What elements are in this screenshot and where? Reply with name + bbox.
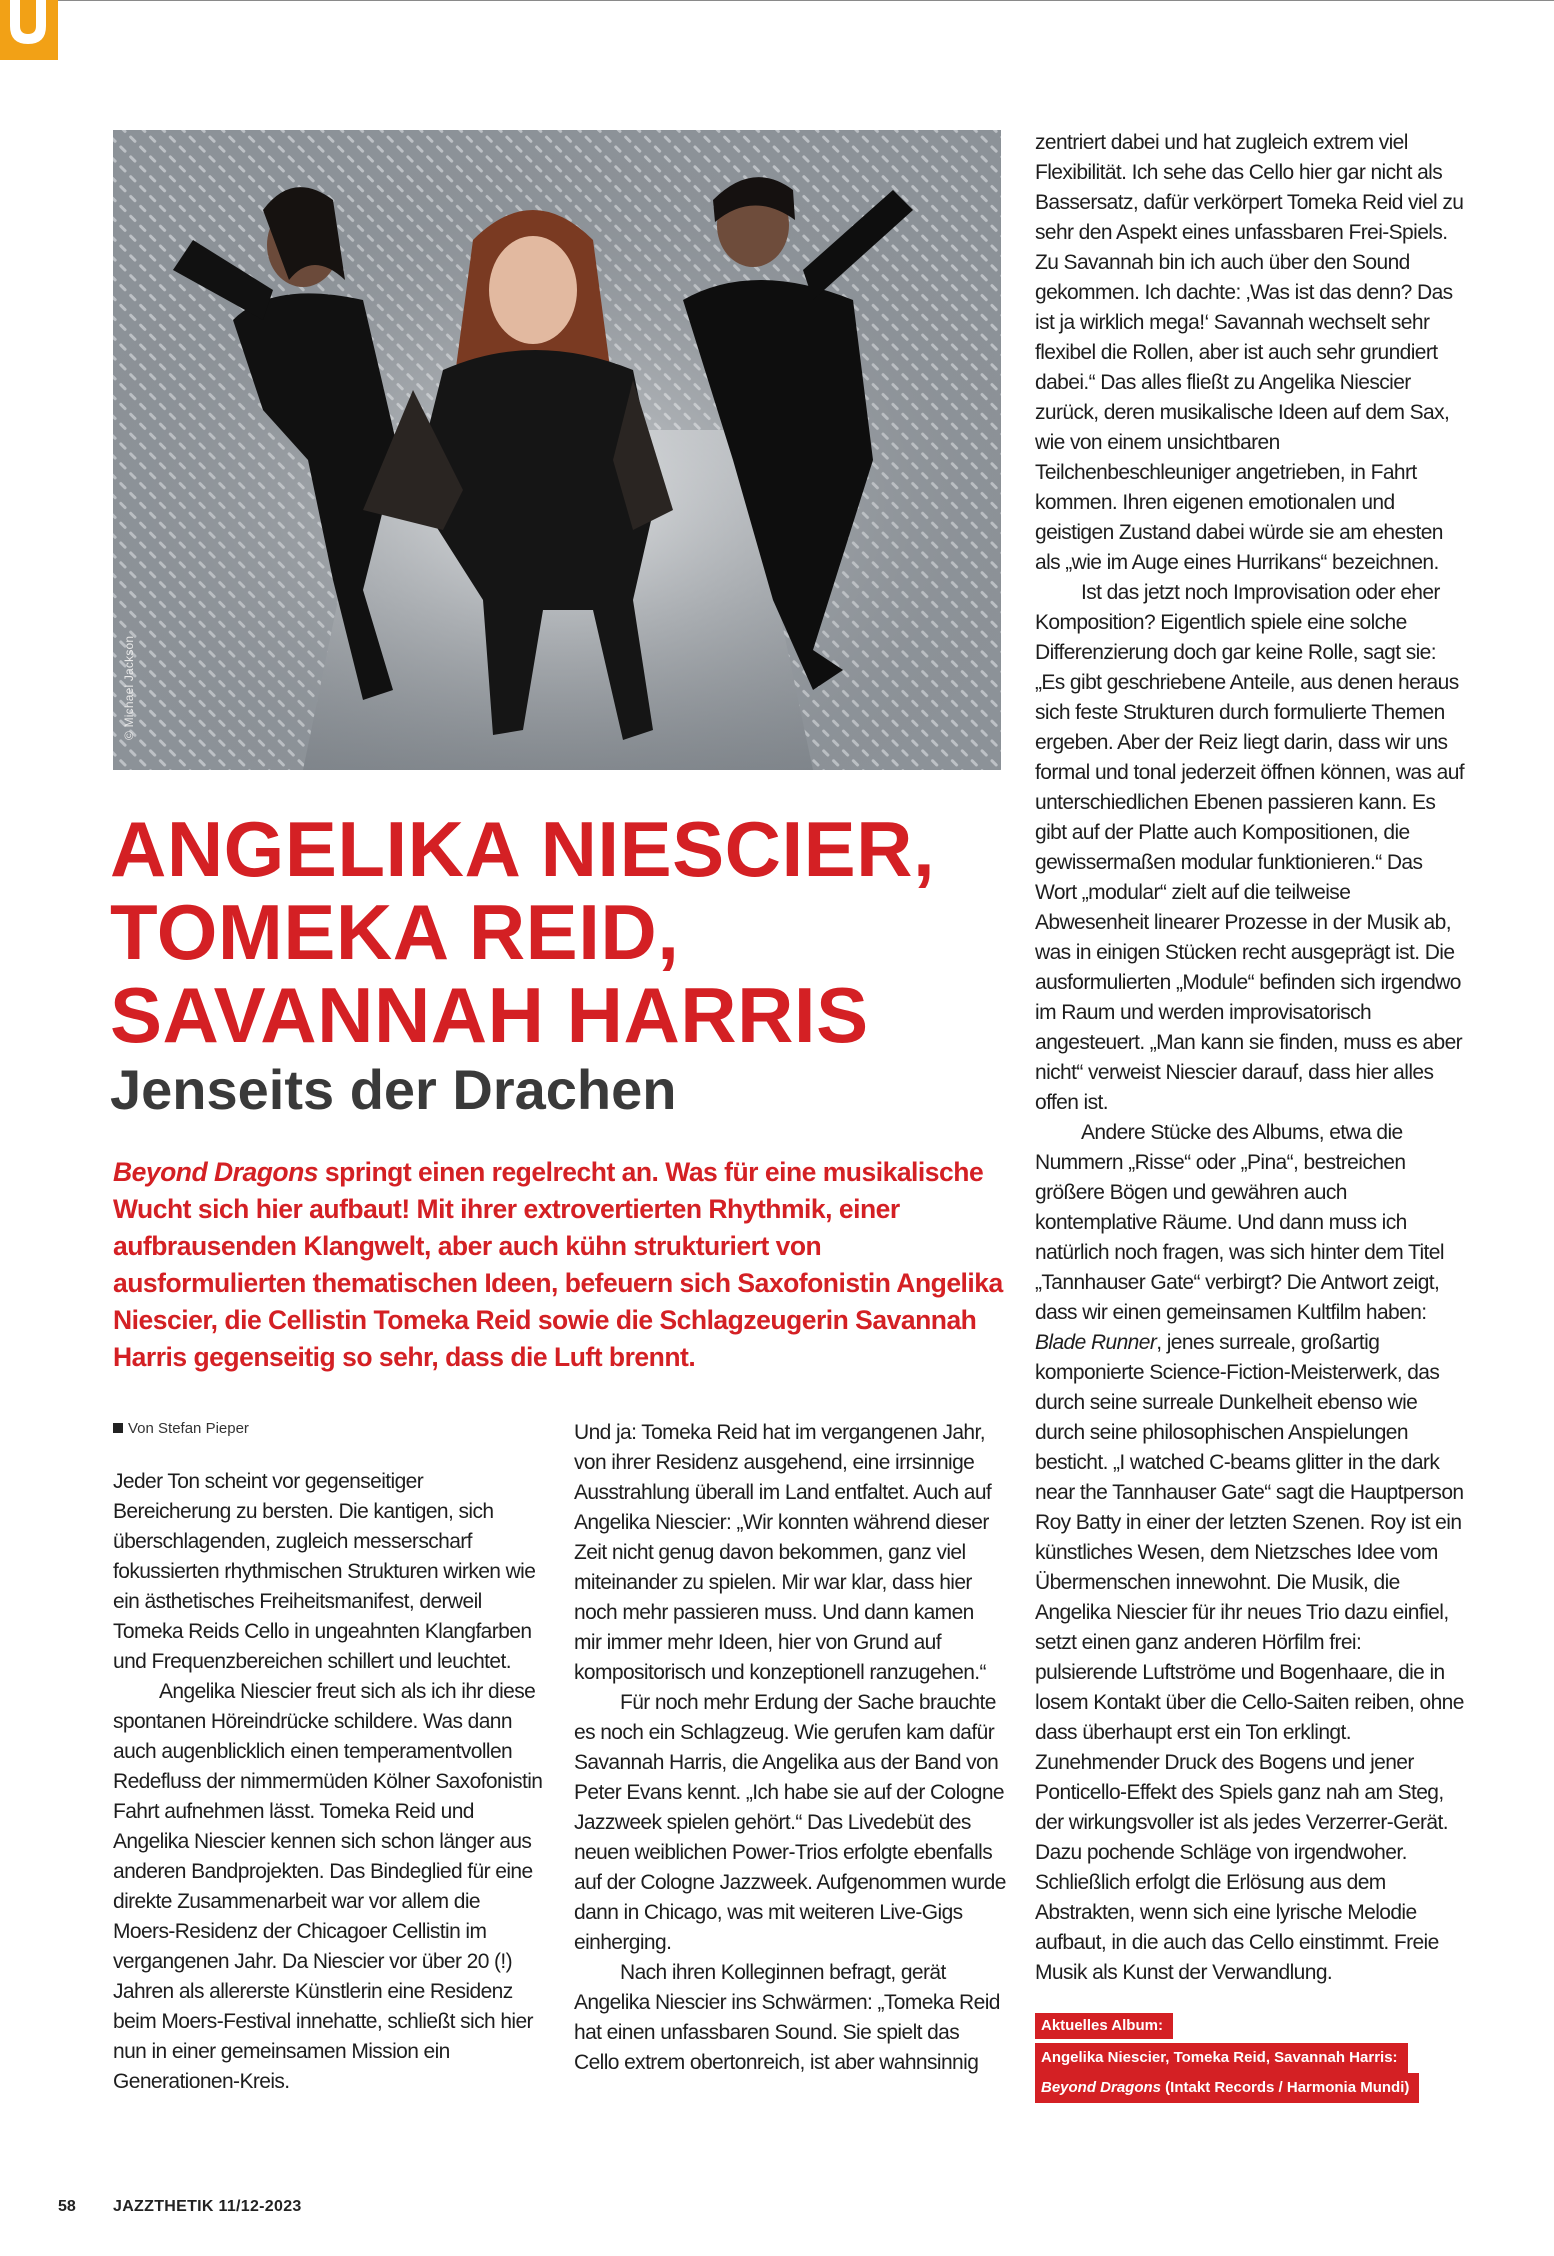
byline-square-icon	[113, 1423, 123, 1433]
body-paragraph: Nach ihren Kolleginnen befragt, gerät Angelika Niescier ins Schwärmen: „Tomeka Reid hat einen unfassbaren Sound. Sie spielt das Cello extrem obertonreich, ist aber wahnsinnig	[574, 1961, 1000, 2074]
album-box-label-info: (Intakt Records / Harmonia Mundi)	[1161, 2079, 1410, 2096]
subheadline: Jenseits der Drachen	[110, 1058, 677, 1121]
magazine-issue: JAZZTHETIK 11/12-2023	[113, 2198, 302, 2215]
band-photo	[113, 130, 1001, 770]
paragraph-text: , jenes surreale, großartig komponierte Science-Fiction-Meisterwerk, das durch seine surreale Dunkelheit ebenso wie durch seine philosophischen Anspielungen besticht. „I watched C-beams glitter in the dark near the Tannhauser Gate“ sagt die Hauptperson Roy Batty in einer der letzten Szenen. Roy ist ein künstliches Wesen, dem Nietzsches Idee vom Übermenschen innewohnt. Die Musik, die Angelika Niescier für ihr neues Trio dazu einfiel, setzt einen ganz anderen Hörfilm frei: pulsierende Luftströme und Bogenhaare, die in losem Kontakt über die Cello-Saiten reiben, ohne dass überhaupt erst ein Ton erklingt. Zunehmender Druck des Bogens und jener Ponticello-Effekt des Spiels ganz nah am Steg, der wirkungsvoller ist als jedes Verzerrer-Gerät. Dazu pochende Schläge von irgendwoher. Schließlich erfolgt die Erlösung aus dem Abstrakten, wenn sich eine lyrische Melodie aufbaut, in die auch das Cello einstimmt. Freie Musik als Kunst der Verwandlung.	[1035, 1331, 1464, 1984]
body-paragraph: zentriert dabei und hat zugleich extrem viel Flexibilität. Ich sehe das Cello hier gar nicht als Bassersatz, dafür verkörpert Tomeka Reid viel zu sehr den Aspekt eines unfassbaren Frei-Spiels. Zu Savannah bin ich auch über den Sound gekommen. Ich dachte: ‚Was ist das denn? Das ist ja wirklich mega!‘ Savannah wechselt sehr flexibel die Rollen, aber ist auch sehr grundiert dabei.“ Das alles fließt zu Angelika Niescier zurück, deren musikalische Ideen auf dem Sax, wie von einem unsichtbaren Teilchenbeschleuniger angetrieben, in Fahrt kommen. Ihren eigenen emotionalen und geistigen Zustand dabei würde sie am ehesten als „wie im Auge eines Hurrikans“ bezeichnen.	[1035, 131, 1464, 574]
body-paragraph: Angelika Niescier freut sich als ich ihr diese spontanen Höreindrücke schildere. Was dann auch augenblicklich einen temperamentvollen Redefluss der nimmermüden Kölner Saxofonistin Fahrt aufnehmen lässt. Tomeka Reid und Angelika Niescier kennen sich schon länger aus anderen Bandprojekten. Das Bindeglied für eine direkte Zusammenarbeit war vor allem die Moers-Residenz der Chicagoer Cellistin im vergangenen Jahr. Da Niescier vor über 20 (!) Jahren als allererste Künstlerin eine Residenz beim Moers-Festival innehatte, schließt sich hier nun in einer gemeinsamen Mission ein Generationen-Kreis.	[113, 1680, 543, 2093]
film-title: Blade Runner	[1035, 1331, 1157, 1354]
lead-text: springt einen regelrecht an. Was für eine musikalische Wucht sich hier aufbaut! Mit ihrer extrovertierten Rhythmik, einer aufbrausenden Klangwelt, aber auch kühn strukturiert von ausformulierten thematischen Ideen, befeuern sich Saxofonistin Angelika Niescier, die Cellistin Tomeka Reid sowie die Schlagzeugerin Savannah Harris gegenseitig so sehr, dass die Luft brennt.	[113, 1157, 1003, 1372]
top-rule	[58, 0, 1554, 1]
byline-author: Von Stefan Pieper	[128, 1420, 249, 1437]
photo-credit: © Michael Jackson	[122, 635, 136, 740]
byline	[113, 1420, 249, 1437]
body-paragraph: Ist das jetzt noch Improvisation oder eher Komposition? Eigentlich spiele eine solche Differenzierung doch gar keine Rolle, sagt sie: „Es gibt geschriebene Anteile, aus denen heraus sich feste Strukturen durch formulierte Themen ergeben. Aber der Reiz liegt darin, dass wir uns formal und tonal jederzeit öffnen können, was auf unterschiedlichen Ebenen passieren kann. Es gibt auf der Platte auch Kompositionen, die gewissermaßen modular funktionieren.“ Das Wort „modular“ zielt auf die teilweise Abwesenheit linearer Prozesse in der Musik ab, was in einigen Stücken recht ausgeprägt ist. Die ausformulierten „Module“ befinden sich irgendwo im Raum und werden improvisatorisch angesteuert. „Man kann sie finden, muss es aber nicht“ verweist Niescier darauf, dass hier alles offen ist.	[1035, 581, 1465, 1114]
page-number: 58	[58, 2198, 76, 2215]
body-column-2	[574, 1418, 1006, 2078]
headline-line: ANGELIKA NIESCIER,	[110, 805, 936, 893]
paragraph-text: Andere Stücke des Albums, etwa die Nummern „Risse“ oder „Pina“, bestreichen größere Bögen und gewähren auch kontemplative Räume. Und dann muss ich natürlich noch fragen, was sich hinter dem Titel „Tannhauser Gate“ verbirgt? Die Antwort zeigt, dass wir einen gemeinsamen Kultfilm haben:	[1035, 1121, 1444, 1324]
lead-album-title: Beyond Dragons	[113, 1157, 319, 1187]
album-box-title: Beyond Dragons	[1041, 2079, 1162, 2096]
lead-paragraph	[113, 1154, 1003, 1376]
body-paragraph: Und ja: Tomeka Reid hat im vergangenen Jahr, von ihrer Residenz ausgehend, eine irrsinnige Ausstrahlung überall im Land entfaltet. Auch auf Angelika Niescier: „Wir konnten während dieser Zeit nicht genug davon bekommen, ganz viel miteinander zu spielen. Mir war klar, dass hier noch mehr passieren muss. Und dann kamen mir immer mehr Ideen, hier von Grund auf kompositorisch und konzeptionell ranzugehen.“	[574, 1421, 992, 1684]
body-column-1	[113, 1467, 545, 2097]
body-paragraph: Jeder Ton scheint vor gegenseitiger Bereicherung zu bersten. Die kantigen, sich überschlagenden, zugleich messerscharf fokussierten rhythmischen Strukturen wirken wie ein ästhetisches Freiheitsmanifest, derweil Tomeka Reids Cello in ungeahnten Klangfarben und Frequenzbereichen schillert und leuchtet.	[113, 1470, 536, 1673]
album-box-label: Aktuelles Album:	[1035, 2013, 1173, 2039]
body-paragraph	[1035, 1118, 1465, 1988]
album-box-release	[1035, 2073, 1419, 2103]
headline	[110, 805, 936, 1059]
headline-line: SAVANNAH HARRIS	[110, 971, 869, 1059]
album-box-artists: Angelika Niescier, Tomeka Reid, Savannah Harris:	[1035, 2043, 1408, 2073]
headline-line: TOMEKA REID,	[110, 888, 680, 976]
body-column-3	[1035, 128, 1465, 1988]
magazine-logo-icon	[0, 0, 58, 60]
body-paragraph: Für noch mehr Erdung der Sache brauchte es noch ein Schlagzeug. Wie gerufen kam dafür Savannah Harris, die Angelika aus der Band von Peter Evans kennt. „Ich habe sie auf der Cologne Jazzweek spielen gehört.“ Das Livedebüt des neuen weiblichen Power-Trios erfolgte ebenfalls auf der Cologne Jazzweek. Aufgenommen wurde dann in Chicago, was mit weiteren Live-Gigs einherging.	[574, 1691, 1006, 1954]
